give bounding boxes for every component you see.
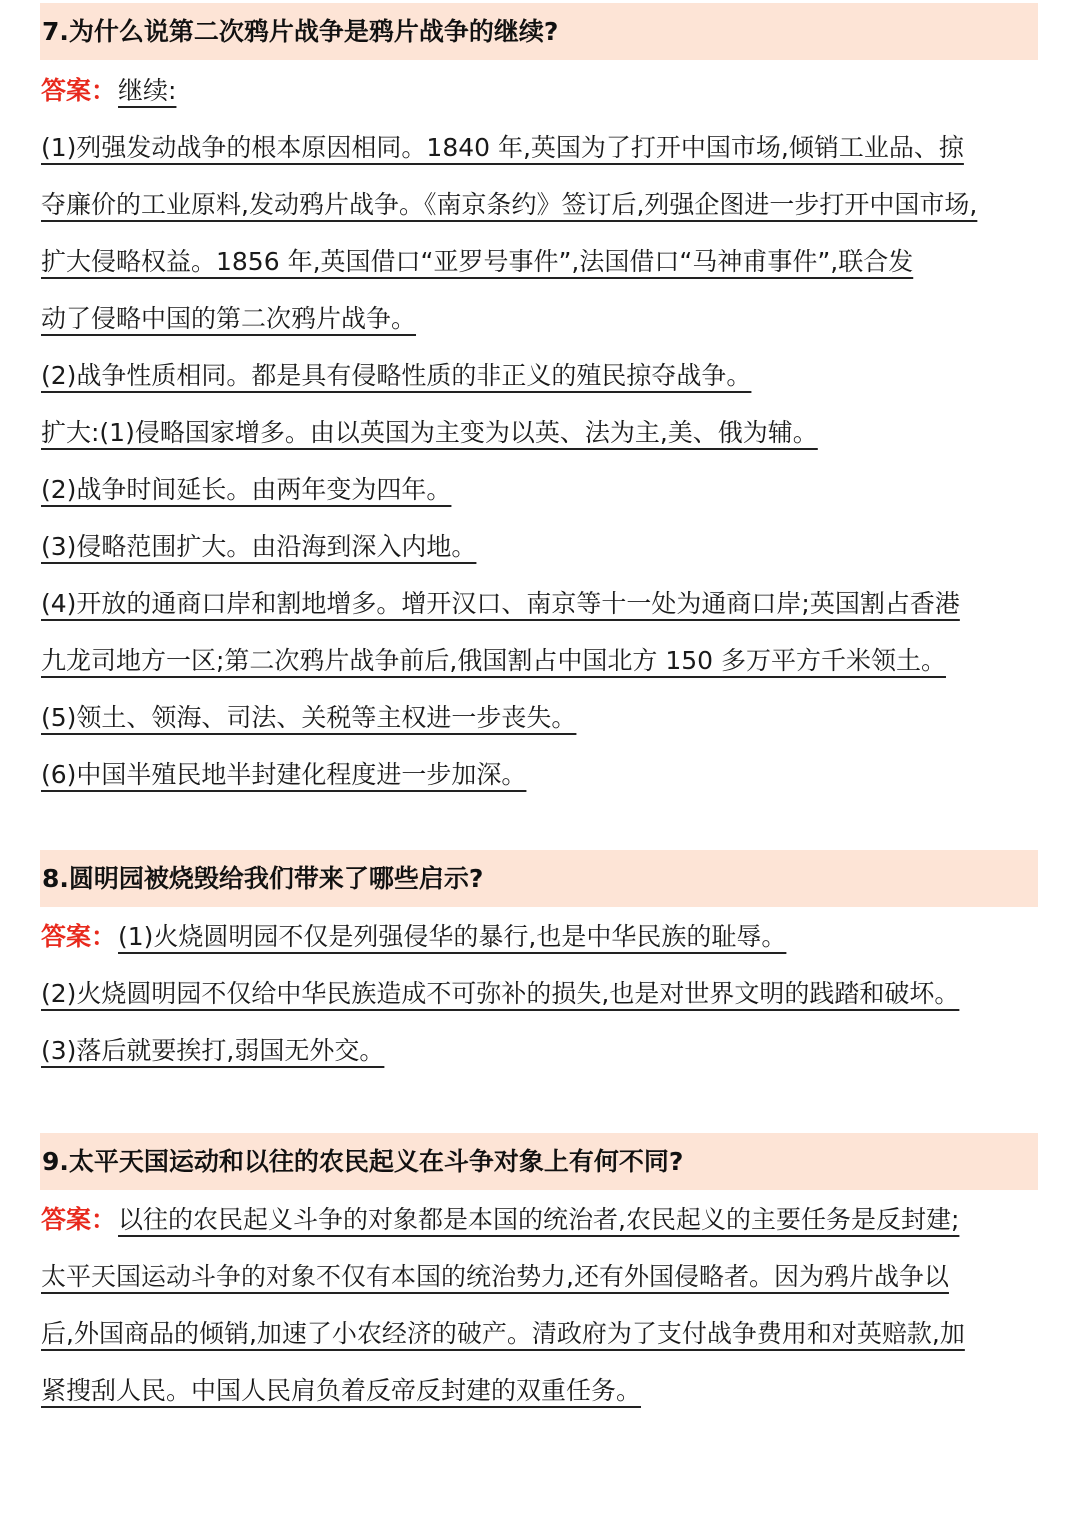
answer-text: (4)开放的通商口岸和割地增多。增开汉口、南京等十一处为通商口岸;英国割占香港 <box>41 589 960 618</box>
answer-line <box>41 746 1041 803</box>
answer-text: 太平天国运动斗争的对象不仅有本国的统治势力,还有外国侵略者。因为鸦片战争以 <box>41 1262 949 1291</box>
answer-text: (1)列强发动战争的根本原因相同。1840 年,英国为了打开中国市场,倾销工业品、掠 <box>41 133 964 162</box>
answer-label: 答案： <box>41 1205 117 1234</box>
answer-label: 答案： <box>41 76 117 105</box>
question-title: 8.圆明园被烧毁给我们带来了哪些启示? <box>42 864 484 893</box>
answer-body <box>41 908 1041 1079</box>
answer-text: 动了侵略中国的第二次鸦片战争。 <box>41 304 417 333</box>
answer-text: (2)战争时间延长。由两年变为四年。 <box>41 475 452 504</box>
answer-text: (2)火烧圆明园不仅给中华民族造成不可弥补的损失,也是对世界文明的践踏和破坏。 <box>41 979 960 1008</box>
answer-line <box>41 965 1041 1022</box>
answer-text: 扩大侵略权益。1856 年,英国借口“亚罗号事件”,法国借口“马神甫事件”,联合发 <box>41 247 914 276</box>
answer-body <box>41 1191 1041 1419</box>
answer-text: (1)火烧圆明园不仅是列强侵华的暴行,也是中华民族的耻辱。 <box>118 922 787 951</box>
answer-label: 答案： <box>41 922 117 951</box>
answer-line <box>41 908 1041 965</box>
answer-text: 九龙司地方一区;第二次鸦片战争前后,俄国割占中国北方 150 多万平方千米领土。 <box>41 646 946 675</box>
answer-text: 后,外国商品的倾销,加速了小农经济的破产。清政府为了支付战争费用和对英赔款,加 <box>41 1319 965 1348</box>
answer-text: (5)领土、领海、司法、关税等主权进一步丧失。 <box>41 703 577 732</box>
answer-text: 夺廉价的工业原料,发动鸦片战争。《南京条约》签订后,列强企图进一步打开中国市场, <box>41 190 978 219</box>
answer-line <box>41 1305 1041 1362</box>
answer-line <box>41 404 1041 461</box>
answer-body <box>41 62 1041 803</box>
question-bar <box>40 850 1038 907</box>
answer-text: 继续: <box>118 76 177 105</box>
answer-text: (3)落后就要挨打,弱国无外交。 <box>41 1036 385 1065</box>
answer-text: 扩大:(1)侵略国家增多。由以英国为主变为以英、法为主,美、俄为辅。 <box>41 418 818 447</box>
answer-line <box>41 1191 1041 1248</box>
answer-text: (2)战争性质相同。都是具有侵略性质的非正义的殖民掠夺战争。 <box>41 361 752 390</box>
question-bar <box>40 1133 1038 1190</box>
answer-line <box>41 119 1041 176</box>
answer-line <box>41 1362 1041 1419</box>
answer-line <box>41 632 1041 689</box>
answer-line <box>41 290 1041 347</box>
answer-line <box>41 233 1041 290</box>
answer-text: 紧搜刮人民。中国人民肩负着反帝反封建的双重任务。 <box>41 1376 642 1405</box>
answer-line <box>41 575 1041 632</box>
question-title: 9.太平天国运动和以往的农民起义在斗争对象上有何不同? <box>42 1147 684 1176</box>
answer-line <box>41 176 1041 233</box>
answer-line <box>41 347 1041 404</box>
answer-line <box>41 689 1041 746</box>
answer-line <box>41 1022 1041 1079</box>
answer-text: (6)中国半殖民地半封建化程度进一步加深。 <box>41 760 527 789</box>
answer-line <box>41 1248 1041 1305</box>
answer-text: (3)侵略范围扩大。由沿海到深入内地。 <box>41 532 477 561</box>
question-bar <box>40 3 1038 60</box>
answer-line <box>41 461 1041 518</box>
answer-line <box>41 518 1041 575</box>
answer-text: 以往的农民起义斗争的对象都是本国的统治者,农民起义的主要任务是反封建; <box>118 1205 960 1234</box>
answer-line <box>41 62 1041 119</box>
question-title: 7.为什么说第二次鸦片战争是鸦片战争的继续? <box>42 17 559 46</box>
